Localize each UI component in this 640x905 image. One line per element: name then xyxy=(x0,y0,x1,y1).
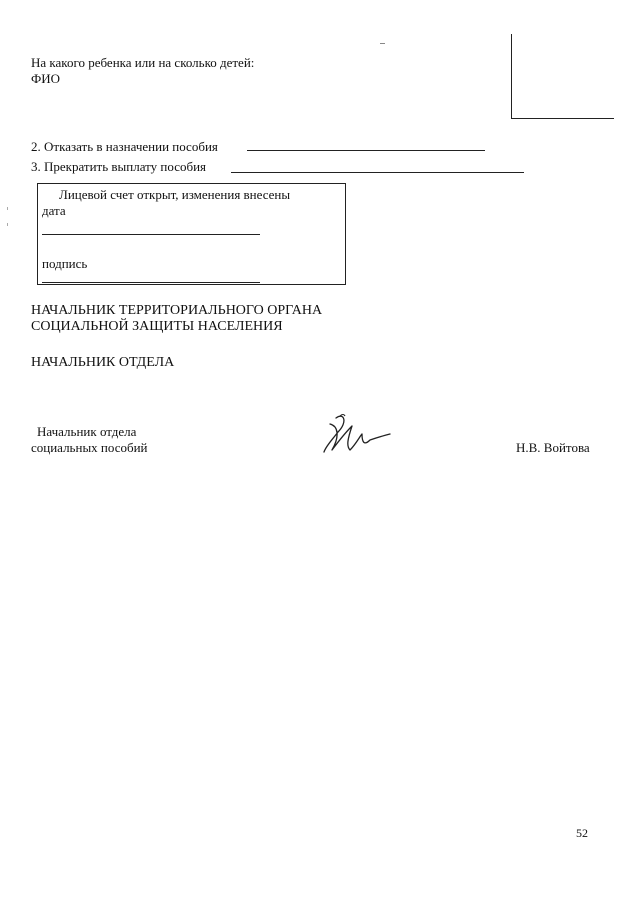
scan-mark xyxy=(380,43,385,44)
scan-mark xyxy=(7,207,8,210)
child-question: На какого ребенка или на сколько детей: xyxy=(31,55,255,70)
account-box-heading: Лицевой счет открыт, изменения внесены xyxy=(59,187,291,202)
head-department: НАЧАЛЬНИК ОТДЕЛА xyxy=(31,355,175,370)
signatory-name: Н.В. Войтова xyxy=(516,440,590,455)
fio-label: ФИО xyxy=(31,71,61,86)
head-territorial-line1: НАЧАЛЬНИК ТЕРРИТОРИАЛЬНОГО ОРГАНА xyxy=(31,303,323,318)
stop-fill-line xyxy=(231,172,524,173)
account-box xyxy=(37,183,346,285)
handwritten-signature xyxy=(318,412,394,458)
signatory-title-line1: Начальник отдела xyxy=(37,424,137,439)
head-territorial-line2: СОЦИАЛЬНОЙ ЗАЩИТЫ НАСЕЛЕНИЯ xyxy=(31,319,283,334)
item-stop-payment: 3. Прекратить выплату пособия xyxy=(31,159,207,174)
corner-frame xyxy=(511,34,614,119)
signatory-title-line2: социальных пособий xyxy=(31,440,148,455)
refuse-fill-line xyxy=(247,150,485,151)
signature-fill-line xyxy=(42,282,260,283)
date-label: дата xyxy=(42,203,66,218)
page-number: 52 xyxy=(576,826,588,840)
signature-label: подпись xyxy=(42,256,88,271)
item-refuse-benefit: 2. Отказать в назначении пособия xyxy=(31,139,218,154)
scan-mark xyxy=(7,223,8,226)
date-fill-line xyxy=(42,234,260,235)
